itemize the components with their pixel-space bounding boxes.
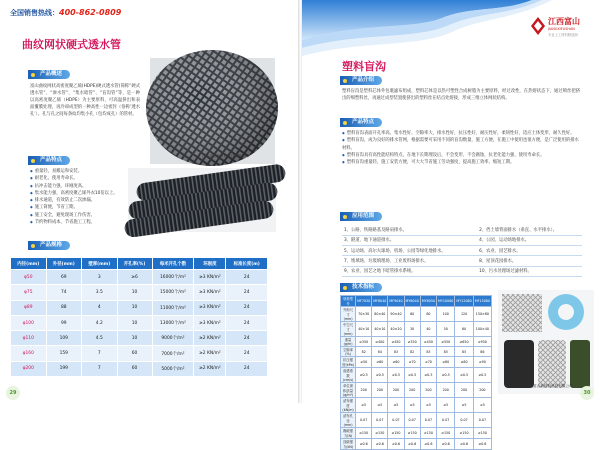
app-item: 7、堆填场、垃圾填埋场、工业废料场排水。 <box>342 256 477 266</box>
spec-cell: ≥3 KN/m² <box>194 300 226 315</box>
spec-cell: 4.2 <box>82 315 118 330</box>
tech-cell: 70×30 <box>356 307 372 322</box>
tech-cell: ≥150 <box>356 428 372 439</box>
spec-cell: 10 <box>117 300 152 315</box>
spec-cell: 5000个/m² <box>152 361 194 376</box>
tech-cell: ≥350 <box>404 337 420 347</box>
tech-cell: 0.07 <box>473 413 491 428</box>
section-features: 产品特点 <box>28 156 70 165</box>
table-row <box>341 368 492 383</box>
section-intro: 产品介绍 <box>340 76 382 85</box>
tech-cell: ≥0.5 <box>404 368 420 383</box>
tech-header-cell: MY6040 <box>404 296 420 307</box>
tech-row-label: 外形尺寸(mm) <box>341 307 356 322</box>
spec-cell: φ75 <box>11 285 47 300</box>
table-row <box>341 413 492 428</box>
table-row <box>341 428 492 439</box>
tech-header-cell: MY8050 <box>420 296 436 307</box>
left-page <box>0 0 298 403</box>
tech-cell: 84 <box>372 347 388 357</box>
tech-cell: 80 <box>420 307 436 322</box>
tech-cell: ≥450 <box>420 337 436 347</box>
tech-cell: ≥0.5 <box>356 368 372 383</box>
tech-cell: ≥450 <box>388 337 404 347</box>
spec-cell: ≥3 KN/m² <box>194 270 226 285</box>
tech-cell: ≥0.6 <box>437 439 455 450</box>
spec-header-cell: 环刚度 <box>194 258 226 270</box>
tech-cell: ≥0.5 <box>420 368 436 383</box>
spec-cell: 109 <box>46 331 82 346</box>
tech-cell: ≥400 <box>372 337 388 347</box>
spec-cell: 4.5 <box>82 331 118 346</box>
tech-cell: 0.07 <box>388 413 404 428</box>
spec-cell: 24 <box>226 331 268 346</box>
tech-cell: 90×40 <box>388 307 404 322</box>
tech-cell: ≥70 <box>420 357 436 368</box>
brand-logo <box>530 14 592 44</box>
tech-header-cell: MF15080 <box>473 296 491 307</box>
tech-cell: 100 <box>437 307 455 322</box>
tech-cell: ≥5 <box>356 398 372 413</box>
tech-cell: 0.07 <box>420 413 436 428</box>
brand-mark-icon <box>530 16 546 36</box>
spec-cell: 3 <box>82 270 118 285</box>
tech-cell: ≥60 <box>372 357 388 368</box>
tech-row-label: 滤布强度(kN/m) <box>342 399 354 412</box>
app-item: 6、农业、园艺排水。 <box>477 246 582 256</box>
tech-cell: ≥5 <box>404 398 420 413</box>
corrugated-pipe-illustration <box>128 168 276 232</box>
tech-cell: ≥0.6 <box>420 439 436 450</box>
tech-cell: 200 <box>372 383 388 398</box>
spec-cell: 74 <box>46 285 82 300</box>
spec-cell: 69 <box>46 270 82 285</box>
tech-cell: 82 <box>356 347 372 357</box>
tech-cell: ≥150 <box>388 428 404 439</box>
tech-row-label: 重量(g/m) <box>341 337 356 347</box>
tech-cell: 200 <box>437 383 455 398</box>
spec-cell: φ89 <box>11 300 47 315</box>
tech-header-cell: MF9040 <box>388 296 404 307</box>
spec-cell: ≥3 KN/m² <box>194 315 226 330</box>
tech-cell: ≥0.6 <box>404 439 420 450</box>
table-row <box>11 315 268 330</box>
feature-item: ◆ 塑料盲沟具有高性能结构特点，在地下长期埋设后，不会变形、不会腐蚀，抗老化能力强，使用寿命长。 <box>342 152 582 159</box>
tech-cell: ≥5 <box>420 398 436 413</box>
tech-cell: ≥5 <box>437 398 455 413</box>
tech-cell: ≥0.5 <box>437 368 455 383</box>
spec-cell: 10 <box>117 315 152 330</box>
spec-cell: 24 <box>226 361 268 376</box>
app-item: 1、公路、铁路路基及路肩排水。 <box>342 225 477 235</box>
tech-cell: ≥650 <box>455 337 473 347</box>
feature-item: ◆ 抗冲击能力强，环刚度高。 <box>30 183 130 190</box>
tech-cell: 60 <box>455 322 473 337</box>
table-row <box>11 346 268 361</box>
spec-header-row <box>11 258 268 270</box>
tech-cell: 0.07 <box>356 413 372 428</box>
photo-watermark: 江西富山新材料科技有限公司 <box>202 154 249 158</box>
tech-cell: 100×40 <box>473 322 491 337</box>
tech-cell: 82 <box>404 347 420 357</box>
table-row <box>342 266 582 276</box>
app-item: 10、污水处理场过滤材料。 <box>477 266 582 276</box>
table-row <box>341 337 492 347</box>
tech-cell: 40×10 <box>372 322 388 337</box>
feature-item: ◆ 集水能力强，高密度聚乙烯外衣10倍以上。 <box>30 190 130 197</box>
hotline-number: 400-862-0809 <box>59 8 122 17</box>
feature-item: ◆ 塑料盲沟表面开孔率高，集水性好，空隙率大，排水性好，抗压性好，耐压性好，柔韧性好，适应土体变形，耐久性好。 <box>342 130 582 137</box>
spec-header-cell: 每米开孔个数 <box>152 258 194 270</box>
section-features: 产品特点 <box>340 118 382 127</box>
tech-cell: 85 <box>455 347 473 357</box>
tech-cell: 0.07 <box>455 413 473 428</box>
spec-cell: 60 <box>117 346 152 361</box>
page-number: 30 <box>580 386 594 400</box>
section-overview: 产品概述 <box>28 70 70 79</box>
tech-cell: ≥80 <box>437 357 455 368</box>
tech-cell: 40×20 <box>388 322 404 337</box>
spec-cell: ≥3 KN/m² <box>194 285 226 300</box>
hotline-label: 全国销售热线： <box>10 9 59 17</box>
page-title: 曲纹网状硬式透水管 <box>22 38 121 51</box>
spec-cell: ≥2 KN/m² <box>194 346 226 361</box>
section-tech: 技术指标 <box>340 283 382 292</box>
tech-cell: ≥150 <box>372 428 388 439</box>
tech-cell: ≥150 <box>473 428 491 439</box>
table-row <box>341 398 492 413</box>
spec-cell: 24 <box>226 285 268 300</box>
tech-cell: ≥0.5 <box>455 368 473 383</box>
spec-cell: 199 <box>46 361 82 376</box>
tech-cell: ≥5 <box>473 398 491 413</box>
tech-cell: 200 <box>455 383 473 398</box>
section-specs: 产品规格 <box>28 241 70 250</box>
tech-cell: ≥5 <box>455 398 473 413</box>
table-row <box>341 357 492 368</box>
spec-header-cell: 外径(mm) <box>46 258 82 270</box>
tech-cell: 30 <box>404 322 420 337</box>
tech-cell: 83 <box>388 347 404 357</box>
tech-header-cell: MF7030 <box>356 296 372 307</box>
table-row <box>11 300 268 315</box>
tech-row-label: 单位面积质量(g/m²) <box>341 383 356 398</box>
page-number: 29 <box>6 386 20 400</box>
tech-cell: ≥60 <box>388 357 404 368</box>
spec-cell: 24 <box>226 270 268 285</box>
product-photo-collage <box>498 290 594 394</box>
tech-cell: ≥0.5 <box>372 368 388 383</box>
tech-cell: 85 <box>437 347 455 357</box>
features-list <box>30 168 130 226</box>
tech-cell: 200 <box>388 383 404 398</box>
applications-table <box>342 225 582 277</box>
spec-cell: φ110 <box>11 331 47 346</box>
tech-cell: 60 <box>404 307 420 322</box>
features-list <box>342 130 582 166</box>
app-item: 8、屋顶花园排水。 <box>477 256 582 266</box>
tech-cell: 200 <box>404 383 420 398</box>
tech-cell: ≥0.6 <box>356 439 372 450</box>
logo-name: 江西富山 <box>548 17 580 26</box>
table-row <box>342 235 582 245</box>
blind-ditch-illustration <box>498 290 594 394</box>
spec-cell: 7 <box>82 361 118 376</box>
app-item: 9、农业、园艺之地下暗管排水系统。 <box>342 266 477 276</box>
spec-cell: 7 <box>82 346 118 361</box>
tech-header-row <box>341 296 492 307</box>
tech-row-label: 渗透系数(cm/s) <box>341 368 356 383</box>
tech-cell: ≥5 <box>372 398 388 413</box>
feature-item: ◆ 节约物料成本，节省施工工程。 <box>30 219 130 226</box>
tech-cell: ≥80 <box>455 357 473 368</box>
table-row <box>342 256 582 266</box>
spec-cell: 24 <box>226 300 268 315</box>
spec-cell: 13000个/m² <box>152 315 194 330</box>
tech-row-label: 顶破强力(kN) <box>341 439 356 450</box>
tech-cell: ≥150 <box>420 428 436 439</box>
feature-item: ◆ 塑料盲沟，成为良好的排水管网，根据需要可采用不同的盲沟数量，施工方便，在施工中使用也很方便，是广泛使用的排水材料。 <box>342 137 582 152</box>
table-row <box>11 331 268 346</box>
spec-cell: 159 <box>46 346 82 361</box>
tech-cell: 40 <box>420 322 436 337</box>
spec-cell: 10 <box>117 285 152 300</box>
app-item: 3、隧道、地下通道排水。 <box>342 235 477 245</box>
sales-hotline <box>10 8 121 18</box>
feature-item: ◆ 排水通道，有效防止二次渗漏。 <box>30 197 130 204</box>
tech-header-cell: 规格型号 <box>341 296 356 307</box>
table-row <box>11 285 268 300</box>
feature-item: ◆ 耐老化，使用寿命长。 <box>30 175 130 182</box>
tech-row-label: 抗压强度(kPa) <box>342 358 354 367</box>
spec-cell: φ200 <box>11 361 47 376</box>
tech-cell: ≥550 <box>437 337 455 347</box>
spec-table <box>10 257 268 377</box>
tech-cell: 50 <box>437 322 455 337</box>
right-page <box>302 0 600 449</box>
spec-cell: ≥6 <box>117 270 152 285</box>
tech-cell: ≥5 <box>388 398 404 413</box>
spec-cell: ≥2 KN/m² <box>194 331 226 346</box>
tech-cell: ≥0.6 <box>473 439 491 450</box>
tech-row-label: 空隙率(%) <box>341 347 356 357</box>
table-row <box>341 347 492 357</box>
tech-row-label: 滤布孔径(mm) <box>341 413 356 428</box>
spec-cell: 3.5 <box>82 285 118 300</box>
spec-cell: 9000个/m² <box>152 331 194 346</box>
tech-cell: ≥350 <box>356 337 372 347</box>
app-item: 5、运动场、高尔夫球场、机场、公园等绿化地排水。 <box>342 246 477 256</box>
spec-cell: 24 <box>226 346 268 361</box>
tech-cell: 200 <box>473 383 491 398</box>
tech-header-cell: MY10060 <box>437 296 455 307</box>
tech-cell: 0.07 <box>404 413 420 428</box>
tech-cell: ≥0.6 <box>388 439 404 450</box>
table-row <box>342 225 582 235</box>
tech-cell: 86 <box>473 347 491 357</box>
table-row <box>342 246 582 256</box>
spec-cell: 10 <box>117 331 152 346</box>
tech-cell: 83 <box>420 347 436 357</box>
spec-header-cell: 内径(mm) <box>11 258 47 270</box>
spec-cell: 60 <box>117 361 152 376</box>
tech-cell: ≥150 <box>437 428 455 439</box>
table-row <box>11 361 268 376</box>
tech-header-cell: MY12080 <box>455 296 473 307</box>
logo-english: JIANGXIFUSHAN <box>548 27 575 31</box>
spec-cell: 7000个/m² <box>152 346 194 361</box>
table-row <box>341 307 492 322</box>
tech-cell: 150×80 <box>473 307 491 322</box>
app-item: 4、公园、运动场地排水。 <box>477 235 582 245</box>
spec-cell: φ100 <box>11 315 47 330</box>
tech-cell: 80×40 <box>372 307 388 322</box>
feature-item: ◆ 施工简便，节省工期。 <box>30 204 130 211</box>
feature-item: ◆ 重量轻，易搬运和安装。 <box>30 168 130 175</box>
tech-cell: ≥90 <box>473 357 491 368</box>
app-item: 2、挡土墙背面排水（垂直、水平排水）。 <box>477 225 582 235</box>
feature-item: ◆ 塑料盲沟重量轻，施工安装方便，可大大节省施工劳动强度，提高施工效率，缩短工期。 <box>342 159 582 166</box>
tech-cell: 0.07 <box>437 413 455 428</box>
table-row <box>341 439 492 450</box>
tech-cell: 200 <box>356 383 372 398</box>
tech-cell: ≥950 <box>473 337 491 347</box>
logo-slogan: 专业土工材料制造商 <box>548 33 578 37</box>
tech-cell: 120 <box>455 307 473 322</box>
spec-cell: 4 <box>82 300 118 315</box>
tech-cell: ≥70 <box>404 357 420 368</box>
tech-cell: ≥150 <box>455 428 473 439</box>
tech-cell: ≥0.5 <box>388 368 404 383</box>
spec-cell: 11000个/m² <box>152 300 194 315</box>
tech-cell: ≥150 <box>404 428 420 439</box>
intro-text: 塑料盲沟是塑料芯体外包裹滤布组成，塑料芯体是以热可塑性合成树脂为主要原料，经过改性，在热熔状态下，通过喷丝把挤出的细塑料丝，再通过成型装置使挤出的塑料丝在结点处熔接，形成三维立体网状结构。 <box>342 89 580 101</box>
overview-text: 富山曲纹网状高密度聚乙烯(HDPE)硬式透水管(简称“硬式透水管”、“渗水管”、“集水暗管”、“盲沟管”等，是一种以高密度聚乙烯（HDPE）为主要原料，可高温挤出和表面覆膜处理，再冷却成型的一种高性一边密封（俗称‘透水孔’）。孔与孔之间每条纹均集小孔（包均成孔）的管材。 <box>30 84 140 117</box>
table-row <box>341 383 492 398</box>
tech-row-label: 中空尺寸(mm) <box>341 322 356 337</box>
spec-header-cell: 标准长度(m) <box>226 258 268 270</box>
pipe-photo-mesh <box>150 58 275 164</box>
spec-cell: φ50 <box>11 270 47 285</box>
spec-cell: 99 <box>46 315 82 330</box>
tech-row-label: 撕破强力(N) <box>341 428 356 439</box>
tech-cell: 0.07 <box>372 413 388 428</box>
spec-cell: 16000个/m² <box>152 270 194 285</box>
tech-cell: ≥0.5 <box>473 368 491 383</box>
table-row <box>341 322 492 337</box>
tech-body <box>341 307 492 450</box>
tech-cell: ≥0.6 <box>455 439 473 450</box>
tech-cell: ≥50 <box>356 357 372 368</box>
section-applications: 应用范围 <box>340 212 382 221</box>
spec-header-cell: 壁厚(mm) <box>82 258 118 270</box>
tech-cell: ≥0.6 <box>372 439 388 450</box>
spec-cell: 24 <box>226 315 268 330</box>
page-title: 塑料盲沟 <box>342 60 386 73</box>
spec-header-cell: 开孔率(%) <box>117 258 152 270</box>
photo-watermark: 江西富山新材料科技有限公司 <box>526 384 573 388</box>
table-row <box>11 270 268 285</box>
tech-header-cell: MF8040 <box>372 296 388 307</box>
mesh-pipe-illustration <box>150 58 275 164</box>
feature-item: ◆ 施工安全，避免现场工作伤害。 <box>30 212 130 219</box>
spec-cell: φ160 <box>11 346 47 361</box>
spec-cell: 88 <box>46 300 82 315</box>
spec-cell: ≥2 KN/m² <box>194 361 226 376</box>
spec-cell: 15000个/m² <box>152 285 194 300</box>
pipe-photo-corrugated <box>128 168 276 232</box>
tech-cell: 40×10 <box>356 322 372 337</box>
tech-spec-table <box>340 295 492 450</box>
tech-cell: 200 <box>420 383 436 398</box>
